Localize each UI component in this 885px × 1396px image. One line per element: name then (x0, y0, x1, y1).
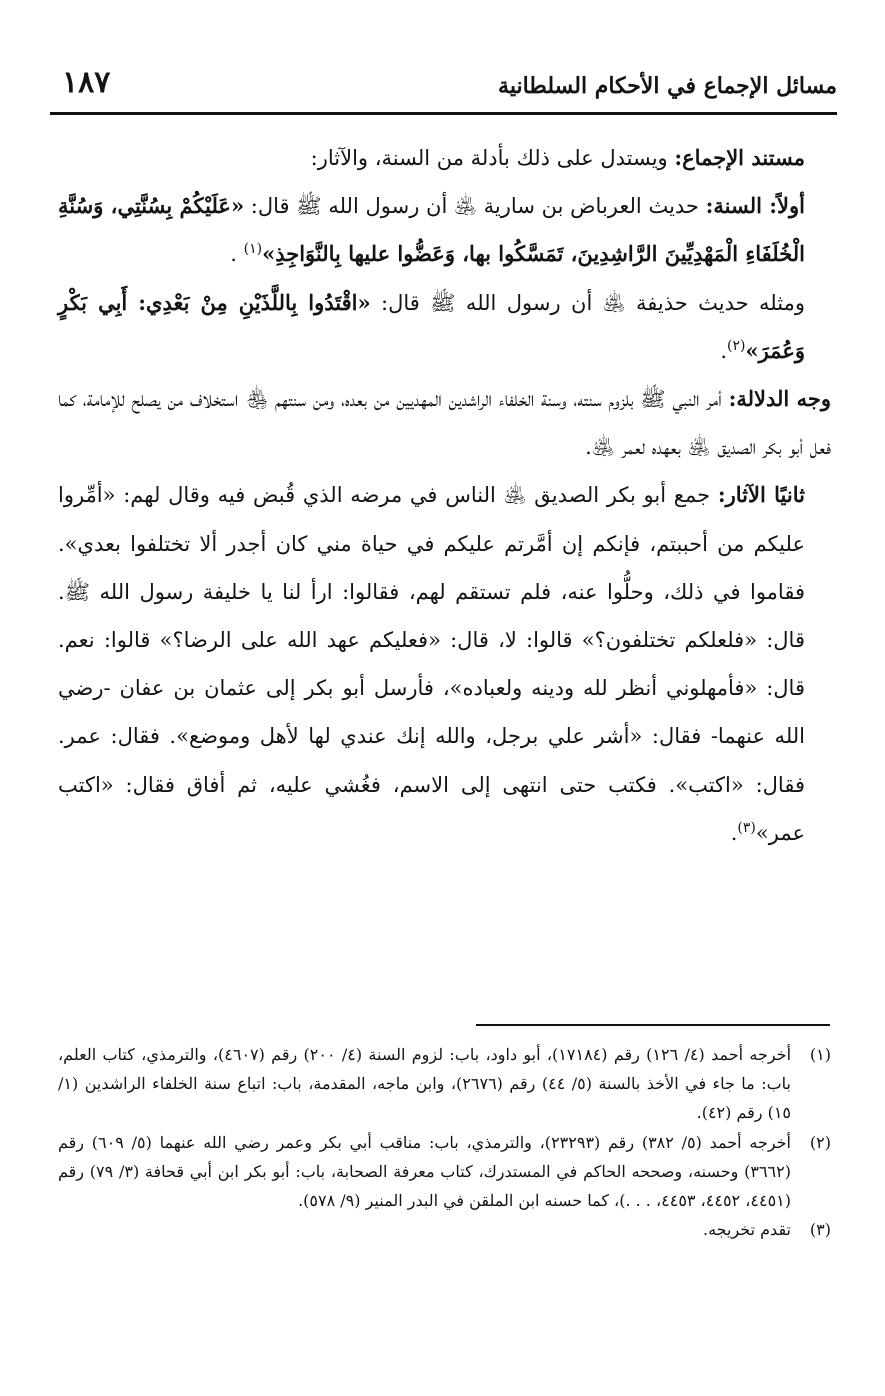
paragraph-end: . (230, 242, 244, 267)
footnote-item (58, 1128, 831, 1216)
paragraph-sunnah (58, 182, 831, 278)
running-header (56, 55, 837, 105)
footnote-text: أخرجه أحمد (٥/ ٣٨٢) رقم (٢٣٢٩٣)، والترمذي، باب: مناقب أبي بكر وعمر رضي الله عنهما (٥/ ٦٠٩) رقم (٣٦٦٢) وحسنه، وصححه الحاكم في المستدرك، كتاب معرفة الصحابة، باب: أبو بكر ابن أبي قحافة (٣/ ٧٩) رقم (٤٤٥١، ٤٤٥٢، ٤٤٥٣، . . .)، كما حسنه ابن الملقن في البدر المنير (٩/ ٥٧٨). (58, 1132, 791, 1211)
footnotes (58, 1040, 831, 1244)
paragraph-indication (58, 375, 831, 471)
paragraph-end: . (730, 820, 738, 845)
footnote-ref[interactable]: (٣) (737, 819, 756, 836)
hadith-quote: «اقْتَدُوا بِاللَّذَيْنِ مِنْ بَعْدِي: أَبِي بَكْرٍ وَعُمَرَ» (58, 289, 805, 363)
footnote-text: أخرجه أحمد (٤/ ١٢٦) رقم (١٧١٨٤)، أبو داود، باب: لزوم السنة (٤/ ٢٠٠) رقم (٤٦٠٧)، والترمذي، كتاب العلم، باب: ما جاء في الأخذ بالسنة (٥/ ٤٤) رقم (٢٦٧٦)، وابن ماجه، المقدمة، باب: اتباع سنة الخلفاء الراشدين (١/ ١٥) رقم (٤٢). (58, 1045, 792, 1123)
paragraph-text: حديث العرباض بن سارية ﵁ أن رسول الله ﷺ قال: (244, 194, 706, 219)
footnote-number: (٣) (809, 1220, 831, 1240)
footnote-ref[interactable]: (١) (243, 241, 263, 258)
footnote-divider (476, 1024, 830, 1026)
paragraph-athar (58, 471, 831, 857)
hadith-quote: «عَلَيْكُمْ بِسُنَّتِي، وَسُنَّةِ الْخُلَفَاءِ الْمَهْدِيِّينَ الرَّاشِدِينَ، تَمَسَّكُوا بها، وَعَضُّوا عليها بِالنَّوَاجِذِ» (58, 193, 805, 267)
paragraph-text: جمع أبو بكر الصديق ﵁ الناس في مرضه الذي قُبض فيه وقال لهم: «أمِّروا عليكم من أحببتم، فإنكم إن أمَّرتم عليكم في حياة مني كان أجدر ألا تختلفوا بعدي». فقاموا في ذلك، وحلُّوا عنه، فلم تستقم لهم، فقالوا: ارأ لنا يا خليفة رسول الله ﷺ. قال: «فلعلكم تختلفون؟» قالوا: لا، قال: «فعليكم عهد الله على الرضا؟» قالوا: نعم. قال: «فأمهلوني أنظر لله ودينه ولعباده»، فأرسل أبو بكر إلى عثمان بن عفان -رضي الله عنهما- فقال: «أشر علي برجل، والله إنك عندي لها لأهل وموضع». فقال: عمر. فقال: «اكتب». فكتب حتى انتهى إلى الاسم، فغُشي عليه، ثم أفاق فقال: «اكتب عمر» (58, 483, 805, 845)
heading-sunnah: أولاً: السنة: (705, 193, 805, 219)
paragraph-text: ومثله حديث حذيفة ﵁ أن رسول الله ﷺ قال: (370, 290, 805, 315)
footnote-number: (١) (809, 1045, 832, 1064)
paragraph-text: أمر النبي ﷺ بلزوم سنته، وسنة الخلفاء الراشدين المهديين من بعده، ومن سنتهم ﵃ استخلاف من يصلح للإمامة، كما فعل أبو بكر الصديق ﵁ بعهده لعمر ﵁. (58, 387, 831, 460)
paragraph-evidence-intro (58, 134, 831, 182)
main-text (58, 134, 831, 857)
book-title: مسائل الإجماع في الأحكام السلطانية (498, 73, 837, 99)
footnote-ref[interactable]: (٢) (727, 337, 746, 354)
page-number: ١٨٧ (62, 65, 111, 100)
header-divider (50, 112, 837, 115)
heading-indication: وجه الدلالة: (728, 386, 832, 412)
footnote-item (58, 1040, 831, 1128)
paragraph-hudhayfa (58, 279, 831, 375)
heading-evidence: مستند الإجماع: (674, 145, 805, 170)
paragraph-text: ويستدل على ذلك بأدلة من السنة، والآثار: (310, 146, 675, 170)
footnote-text: تقدم تخريجه. (703, 1220, 791, 1240)
footnote-number: (٢) (809, 1132, 831, 1152)
heading-athar: ثانيًا الآثار: (717, 482, 805, 508)
footnote-item (58, 1215, 831, 1244)
paragraph-end: . (720, 338, 727, 363)
